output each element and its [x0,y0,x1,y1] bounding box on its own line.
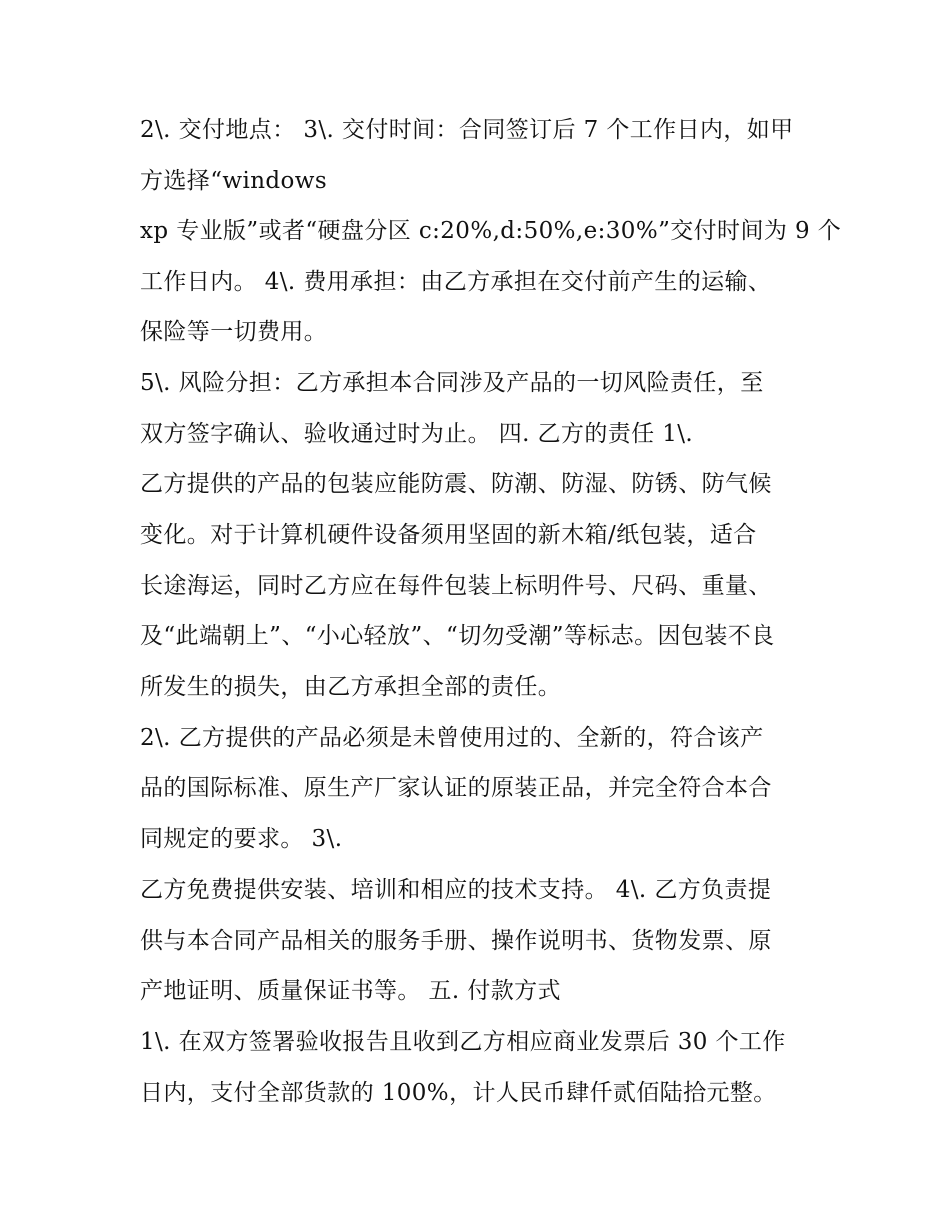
text-line: 所发生的损失，由乙方承担全部的责任。 [140,674,562,700]
text-line: 及“此端朝上”、“小心轻放”、“切勿受潮”等标志。因包装不良 [140,623,775,649]
text-line: 产地证明、质量保证书等。 五. 付款方式 [140,978,561,1004]
text-line: 乙方免费提供安装、培训和相应的技术支持。 4\. 乙方负责提 [140,877,772,903]
text-line: 保险等一切费用。 [140,319,328,345]
text-line: 方选择“windows [140,168,328,194]
text-line: 长途海运，同时乙方应在每件包装上标明件号、尺码、重量、 [140,573,772,599]
text-line: 2\. 乙方提供的产品必须是未曾使用过的、全新的，符合该产 [140,725,764,751]
text-line: 乙方提供的产品的包装应能防震、防潮、防湿、防锈、防气候 [140,471,772,497]
text-line: 5\. 风险分担：乙方承担本合同涉及产品的一切风险责任，至 [140,370,764,396]
text-line: 双方签字确认、验收通过时为止。 四. 乙方的责任 1\. [140,421,694,447]
text-line: 2\. 交付地点： 3\. 交付时间：合同签订后 7 个工作日内，如甲 [140,117,794,143]
text-line: 同规定的要求。 3\. [140,826,343,852]
text-line: xp 专业版”或者“硬盘分区 c:20%,d:50%,e:30%”交付时间为 9 个 [140,218,842,244]
text-line: 日内，支付全部货款的 100%，计人民币肆仟贰佰陆拾元整。 [140,1080,777,1106]
text-line: 供与本合同产品相关的服务手册、操作说明书、货物发票、原 [140,928,772,954]
text-line: 1\. 在双方签署验收报告且收到乙方相应商业发票后 30 个工作 [140,1029,786,1055]
text-line: 工作日内。 4\. 费用承担：由乙方承担在交付前产生的运输、 [140,269,772,295]
text-line: 品的国际标准、原生产厂家认证的原装正品，并完全符合本合 [140,775,772,801]
text-line: 变化。对于计算机硬件设备须用坚固的新木箱/纸包装，适合 [140,522,757,548]
